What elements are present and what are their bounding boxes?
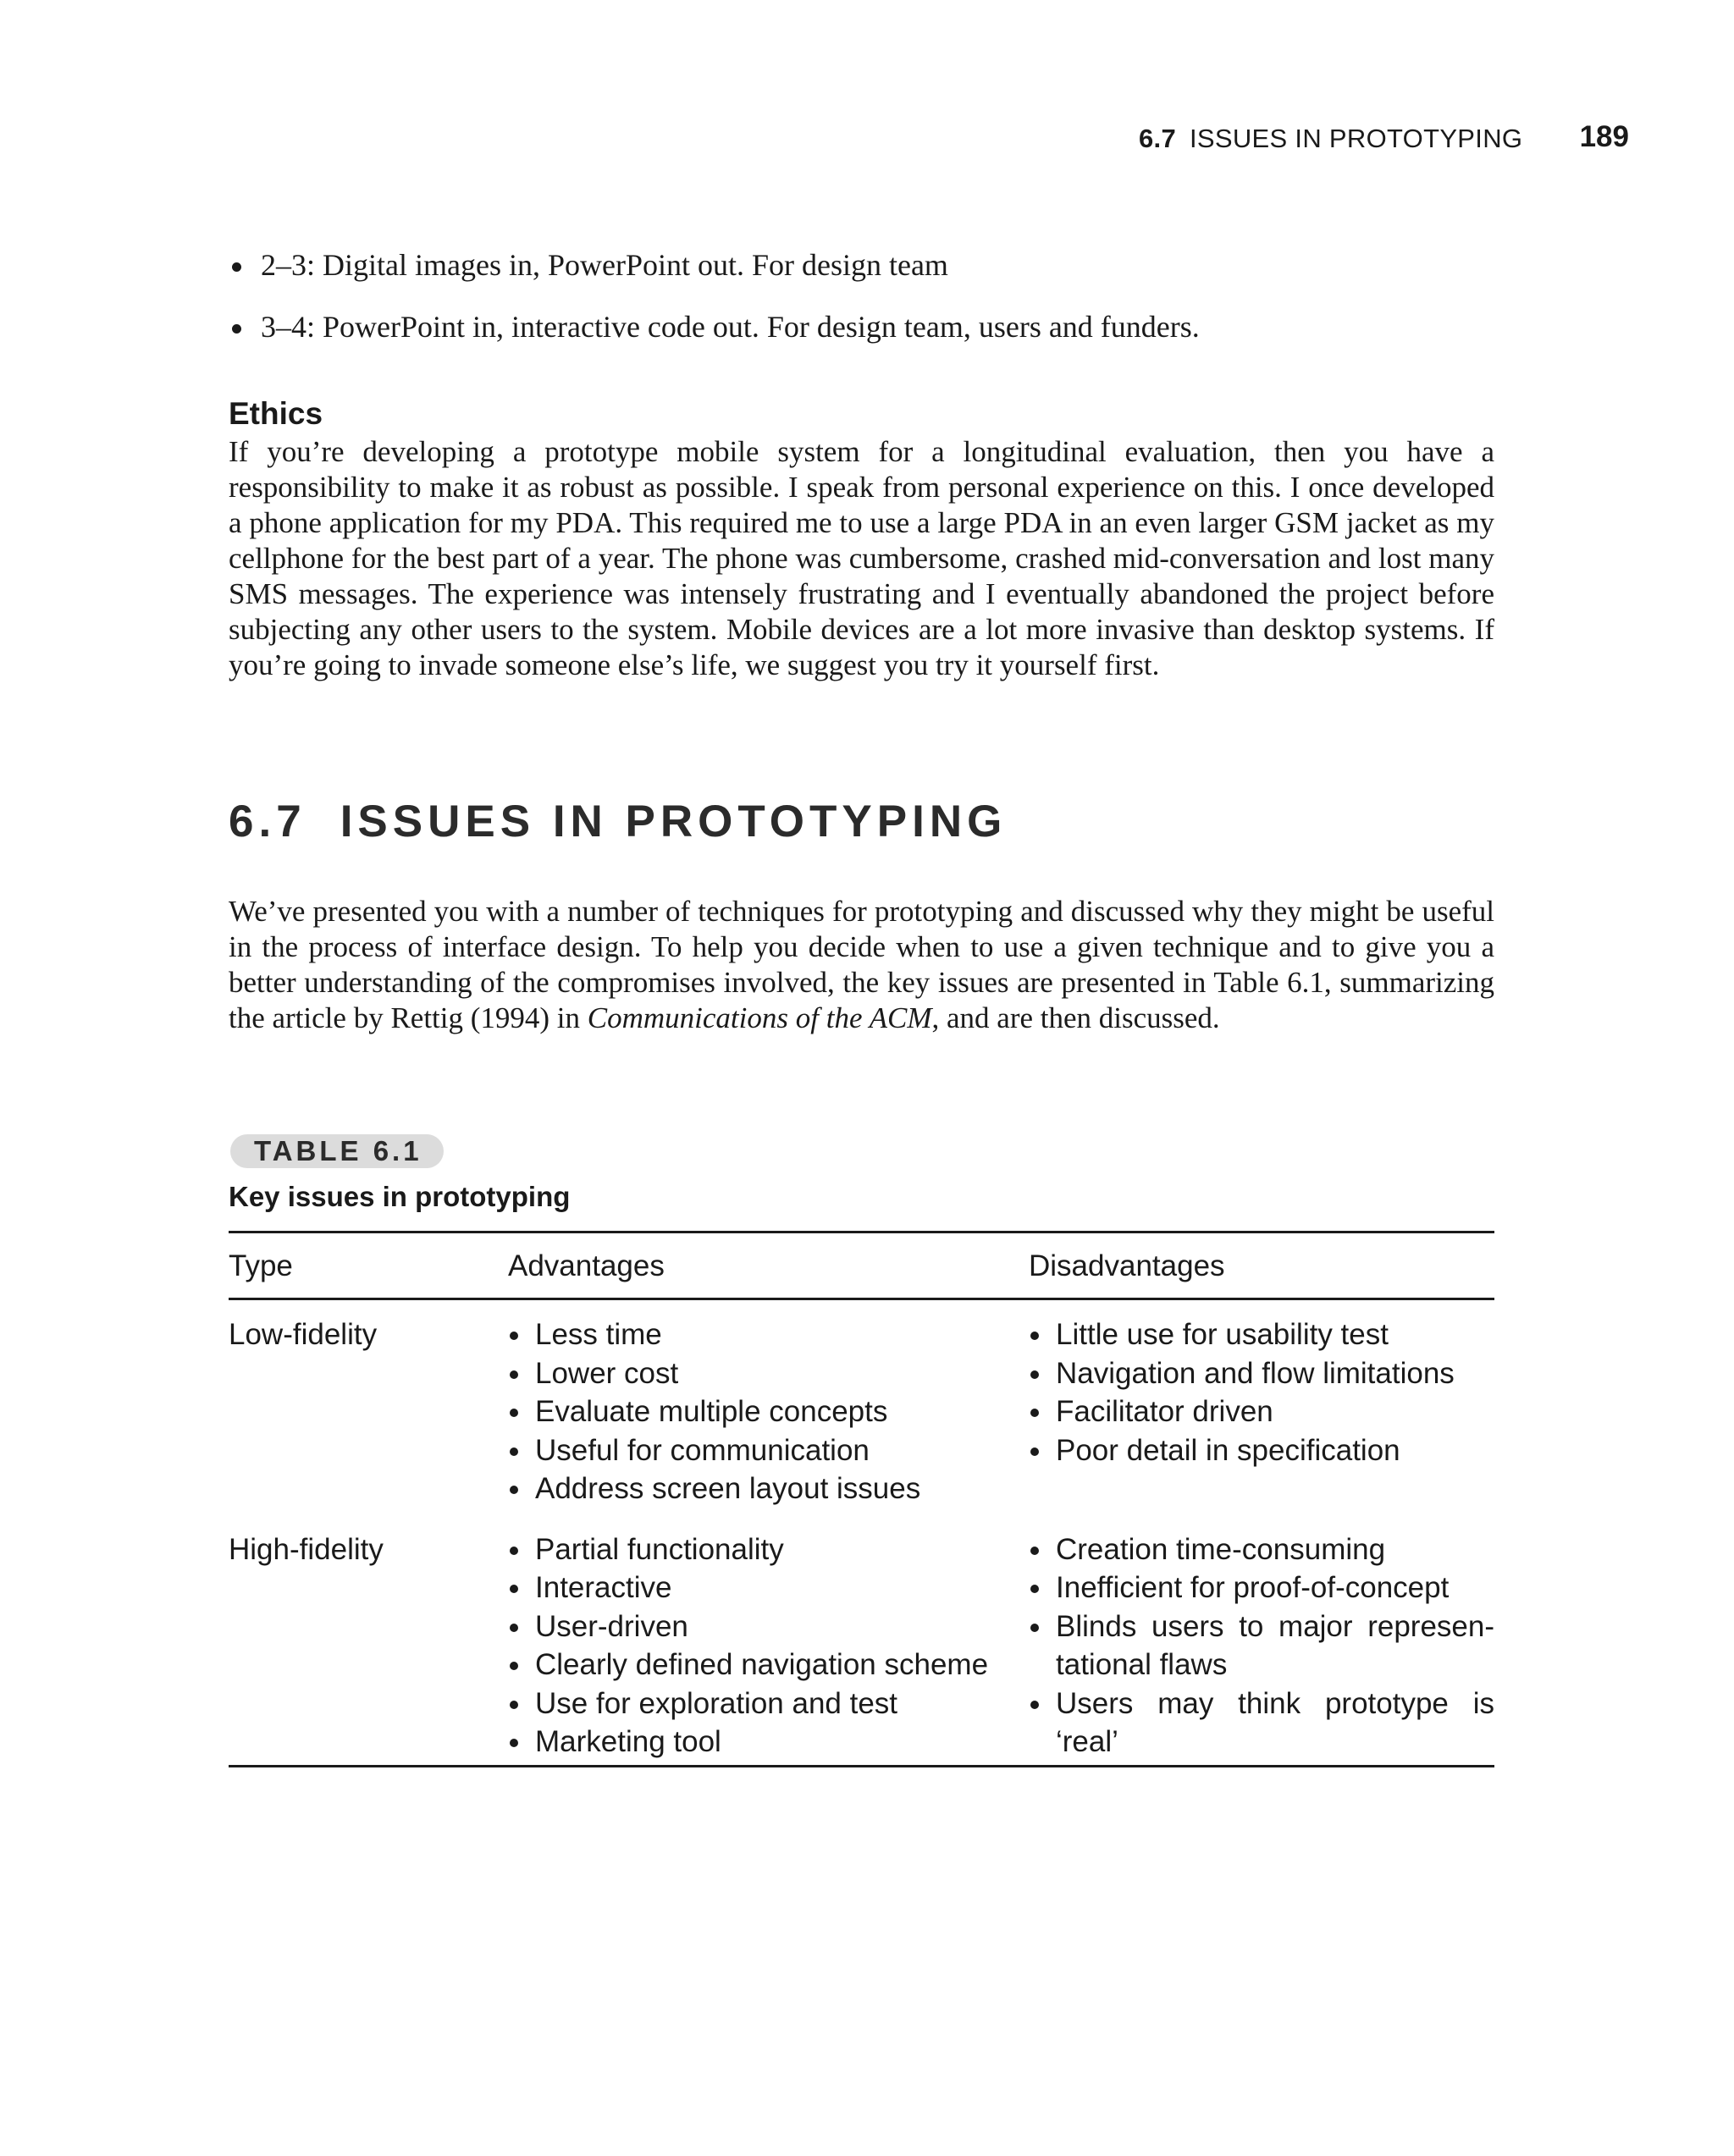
advantages-list	[508, 1315, 1029, 1508]
header-type: Type	[229, 1232, 508, 1299]
section-intro-paragraph	[229, 894, 1494, 1036]
advantage-item: Interactive	[508, 1569, 1029, 1607]
disadvantage-item: Users may think prototype is ‘real’	[1029, 1685, 1494, 1762]
section-number: 6.7	[229, 797, 306, 846]
advantages-list	[508, 1530, 1029, 1762]
table-label: TABLE 6.1	[230, 1134, 444, 1168]
running-head-section-number: 6.7	[1139, 124, 1176, 153]
type-cell: Low-fidelity	[229, 1318, 378, 1351]
intro-journal-title: Communications of the ACM	[587, 1001, 932, 1034]
intro-text-after: , and are then discussed.	[931, 1001, 1220, 1034]
running-head-section-title: ISSUES IN PROTOTYPING	[1190, 124, 1523, 153]
disadvantage-item: Creation time-consuming	[1029, 1530, 1494, 1569]
type-cell: High-fidelity	[229, 1508, 508, 1767]
disadvantage-item: Inefficient for proof-of-concept	[1029, 1569, 1494, 1607]
advantage-item: Less time	[508, 1315, 1029, 1354]
disadvantages-cell	[1029, 1299, 1494, 1508]
disadvantage-item: Blinds users to major represen-tational flaws	[1029, 1607, 1494, 1685]
advantages-cell	[508, 1299, 1029, 1508]
disadvantage-item: Little use for usability test	[1029, 1315, 1494, 1354]
advantage-item: Lower cost	[508, 1354, 1029, 1393]
advantage-item: Clearly defined navigation scheme	[508, 1646, 1029, 1685]
intro-text-before: We’ve presented you with a number of techniques for prototyping and discussed why they might be useful in the process of interface design. To help you decide when to use a given technique and to give you a better understanding of the compromises involved, the key issues are presented in Table 6.1, summarizing the article by Rettig (1994) in	[229, 895, 1494, 1034]
ethics-heading: Ethics	[229, 396, 323, 431]
stage-bullet-item: 3–4: PowerPoint in, interactive code out. For design team, users and funders.	[229, 309, 1494, 345]
advantage-item: Evaluate multiple concepts	[508, 1392, 1029, 1431]
disadvantage-item: Poor detail in specification	[1029, 1431, 1494, 1470]
ethics-paragraph: If you’re developing a prototype mobile system for a longitudinal evaluation, then you have a responsibility to make it as robust as possible. I speak from personal experience on this. I once developed a phone application for my PDA. This required me to use a large PDA in an even larger GSM jacket as my cellphone for the best part of a year. The phone was cumbersome, crashed mid-conversation and lost many SMS messages. The experience was intensely frustrating and I eventually abandoned the project before subjecting any other users to the system. Mobile devices are a lot more invasive than desktop systems. If you’re going to invade someone else’s life, we suggest you try it yourself first.	[229, 435, 1494, 681]
running-head	[1139, 124, 1522, 154]
header-disadvantages: Disadvantages	[1029, 1232, 1494, 1299]
prototyping-issues-table	[229, 1231, 1494, 1767]
disadvantage-item: Facilitator driven	[1029, 1392, 1494, 1431]
table-row-low-fidelity	[229, 1299, 1494, 1508]
stage-bullet-list	[229, 247, 1494, 371]
stage-bullet-item: 2–3: Digital images in, PowerPoint out. For design team	[229, 247, 1494, 283]
advantage-item: Use for exploration and test	[508, 1685, 1029, 1723]
disadvantage-item: Navigation and flow limitations	[1029, 1354, 1494, 1393]
table-caption: Key issues in prototyping	[229, 1181, 571, 1212]
disadvantages-list	[1029, 1315, 1494, 1469]
advantage-item: Marketing tool	[508, 1723, 1029, 1762]
section-title: ISSUES IN PROTOTYPING	[340, 797, 1008, 846]
advantage-item: User-driven	[508, 1607, 1029, 1646]
table-header-row	[229, 1232, 1494, 1299]
section-heading	[229, 796, 1007, 847]
page-number: 189	[1579, 120, 1629, 153]
advantage-item: Useful for communication	[508, 1431, 1029, 1470]
advantages-cell	[508, 1508, 1029, 1767]
disadvantages-list	[1029, 1530, 1494, 1762]
disadvantages-cell	[1029, 1508, 1494, 1767]
table-row-high-fidelity	[229, 1508, 1494, 1767]
header-advantages: Advantages	[508, 1232, 1029, 1299]
advantage-item: Partial functionality	[508, 1530, 1029, 1569]
advantage-item: Address screen layout issues	[508, 1469, 1029, 1508]
